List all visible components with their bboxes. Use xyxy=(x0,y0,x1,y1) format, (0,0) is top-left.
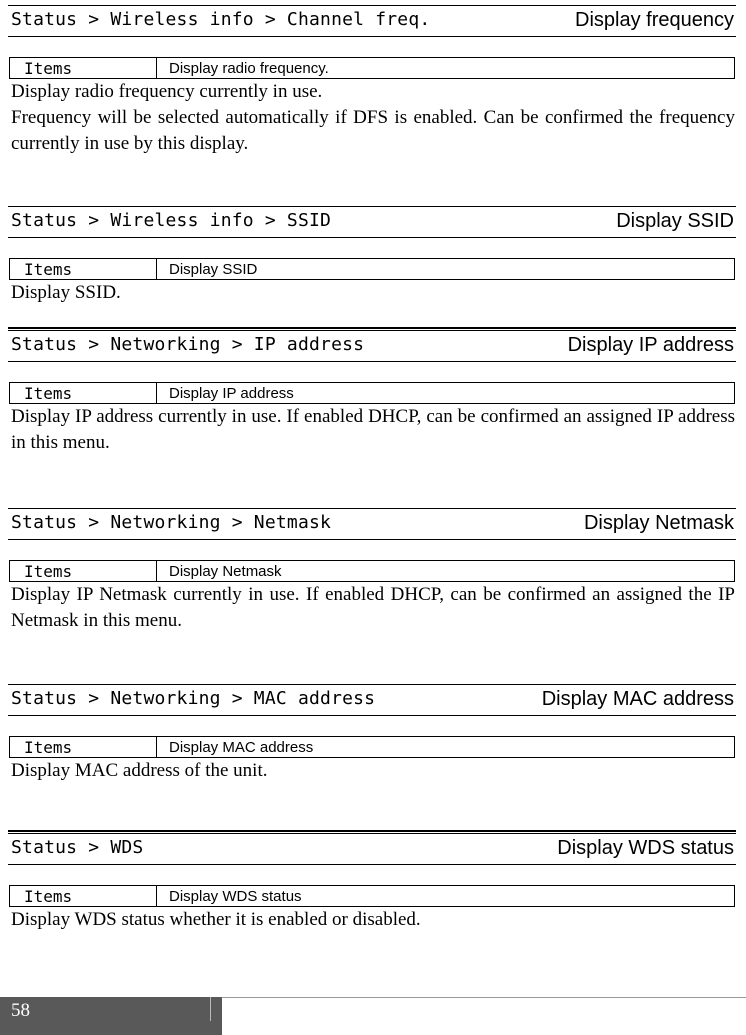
divider xyxy=(8,830,736,832)
menu-path: Status > Wireless info > Channel freq. xyxy=(11,9,431,30)
items-table xyxy=(9,560,735,582)
items-label: Items xyxy=(10,886,157,907)
section-channel-freq xyxy=(8,5,736,157)
section-title: Display frequency xyxy=(575,9,734,31)
section-title: Display SSID xyxy=(616,210,734,232)
description: Display SSID. xyxy=(11,282,121,303)
items-value: Display SSID xyxy=(157,259,735,280)
page-number: 58 xyxy=(11,1000,30,1021)
description: Display MAC address of the unit. xyxy=(11,760,268,781)
items-table xyxy=(9,57,735,79)
section-title: Display IP address xyxy=(567,334,734,356)
section-header xyxy=(8,684,736,716)
section-mac-address xyxy=(8,684,736,784)
page-number-tab xyxy=(0,997,222,1035)
items-label: Items xyxy=(10,561,157,582)
section-netmask xyxy=(8,508,736,634)
section-header xyxy=(8,5,736,37)
items-value: Display radio frequency. xyxy=(157,58,735,79)
items-table xyxy=(9,885,735,907)
section-title: Display WDS status xyxy=(557,837,734,859)
menu-path: Status > Wireless info > SSID xyxy=(11,210,332,231)
menu-path: Status > Networking > MAC address xyxy=(11,688,376,709)
section-title: Display MAC address xyxy=(541,688,734,710)
section-header xyxy=(8,206,736,238)
section-header xyxy=(8,330,736,362)
items-value: Display WDS status xyxy=(157,886,735,907)
section-ssid xyxy=(8,206,736,306)
section-wds xyxy=(8,830,736,933)
items-table xyxy=(9,382,735,404)
description: Display IP Netmask currently in use. If enabled DHCP, can be confirmed an assigned the IP Netmask in this menu. xyxy=(11,584,735,631)
description: Frequency will be selected automatically if DFS is enabled. Can be confirmed the frequency currently in use by this display. xyxy=(11,107,735,154)
section-header xyxy=(8,508,736,540)
divider xyxy=(8,327,736,329)
items-value: Display Netmask xyxy=(157,561,735,582)
description: Display IP address currently in use. If enabled DHCP, can be confirmed an assigned IP address in this menu. xyxy=(11,406,735,453)
items-label: Items xyxy=(10,737,157,758)
items-value: Display MAC address xyxy=(157,737,735,758)
items-value: Display IP address xyxy=(157,383,735,404)
section-title: Display Netmask xyxy=(583,512,734,534)
menu-path: Status > WDS xyxy=(11,837,144,858)
items-label: Items xyxy=(10,259,157,280)
menu-path: Status > Networking > Netmask xyxy=(11,512,332,533)
items-label: Items xyxy=(10,383,157,404)
section-ip-address xyxy=(8,327,736,456)
section-header xyxy=(8,833,736,865)
tab-divider xyxy=(210,997,211,1021)
description: Display radio frequency currently in use. xyxy=(11,81,323,102)
items-table xyxy=(9,258,735,280)
description: Display WDS status whether it is enabled or disabled. xyxy=(11,909,421,930)
items-table xyxy=(9,736,735,758)
menu-path: Status > Networking > IP address xyxy=(11,334,365,355)
items-label: Items xyxy=(10,58,157,79)
